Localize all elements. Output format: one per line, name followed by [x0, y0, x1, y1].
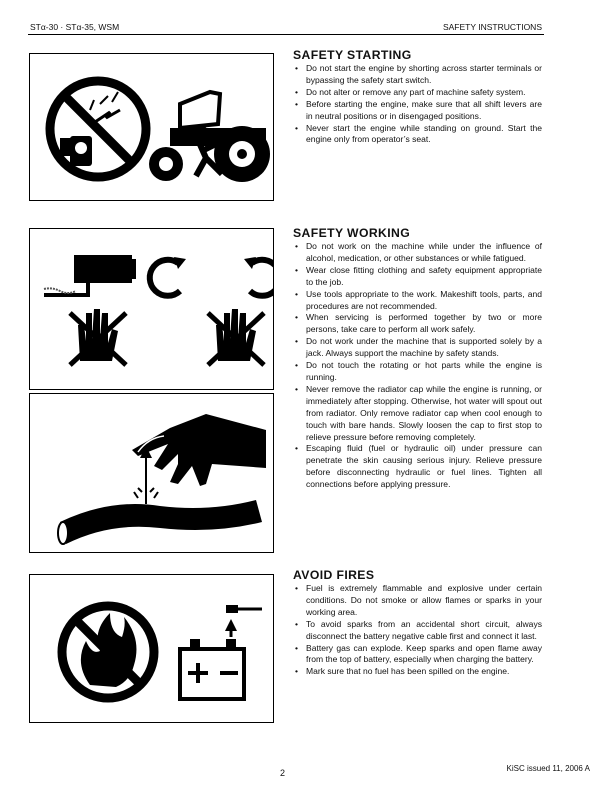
- list-item: • Never remove the radiator cap while the engine is running, or immediately after stopping. Otherwise, hot water will spout out from radiator. Only remove radiator cap when cool enough to touch with bare hands. Slowly loosen the cap to first stop to relieve pressure before removing completely.: [293, 384, 542, 444]
- list-item: • Use tools appropriate to the work. Makeshift tools, parts, and procedures are not recommended.: [293, 289, 542, 313]
- no-flame-icon: [62, 606, 154, 698]
- list-item: • Mark sure that no fuel has been spilled on the engine.: [293, 666, 542, 678]
- cable-disconnect-icon: [225, 605, 262, 637]
- section-safety-working: [293, 226, 542, 491]
- list-item: • Battery gas can explode. Keep sparks and open flame away from the top of battery, especially when charging the battery.: [293, 643, 542, 667]
- avoid-fires-illustration: [29, 574, 274, 723]
- tractor-icon: [149, 92, 270, 182]
- list-item: • When servicing is performed together by two or more persons, take care to perform all work safely.: [293, 312, 542, 336]
- bullet-list: [293, 241, 542, 491]
- list-item: • Fuel is extremely flammable and explosive under certain conditions. Do not smoke or allow flames or sparks in your working area.: [293, 583, 542, 619]
- list-item: • Do not work under the machine that is supported solely by a jack. Always support the machine by safety stands.: [293, 336, 542, 360]
- list-item: • Do not touch the rotating or hot parts while the engine is running.: [293, 360, 542, 384]
- section-title: SAFETY WORKING: [293, 226, 411, 240]
- header-section-title: SAFETY INSTRUCTIONS: [442, 22, 542, 32]
- hydraulic-hose-icon: [58, 500, 262, 544]
- safety-working-illustration-gloves: [29, 228, 274, 390]
- hot-exhaust-icon: [44, 255, 136, 295]
- header-model: STα-30 · STα-35, WSM: [30, 22, 120, 32]
- crossed-glove-icon-left: [70, 309, 126, 365]
- no-flame-battery-illustration: [30, 575, 273, 722]
- list-item: • To avoid sparks from an accidental short circuit, always disconnect the battery negative cable first and connect it last.: [293, 619, 542, 643]
- bullet-list: [293, 63, 542, 146]
- section-title: SAFETY STARTING: [293, 48, 412, 62]
- issue-label: KiSC issued 11, 2006 A: [506, 764, 590, 773]
- section-avoid-fires: [293, 568, 542, 678]
- header-rule: [28, 34, 544, 35]
- section-title: AVOID FIRES: [293, 568, 375, 582]
- hand-icon: [132, 414, 266, 486]
- section-safety-starting: [293, 48, 542, 146]
- escaping-fluid-illustration: [30, 394, 273, 552]
- page-number: 2: [280, 768, 286, 778]
- battery-icon: [180, 639, 244, 699]
- crossed-glove-icon-right: [208, 309, 264, 365]
- gloves-rotating-parts-illustration: [30, 229, 273, 389]
- list-item: • Escaping fluid (fuel or hydraulic oil) under pressure can penetrate the skin causing serious injury. Relieve pressure before disconnecting hydraulic or fuel lines. Tighten all connections before applying pressure.: [293, 443, 542, 491]
- list-item: • Do not start the engine by shorting across starter terminals or bypassing the safety start switch.: [293, 63, 542, 87]
- bullet-list: [293, 583, 542, 678]
- list-item: • Do not alter or remove any part of machine safety system.: [293, 87, 542, 99]
- safety-starting-illustration: [29, 53, 274, 201]
- safety-working-illustration-fluid: [29, 393, 274, 553]
- list-item: • Wear close fitting clothing and safety equipment appropriate to the job.: [293, 265, 542, 289]
- rotation-arrow-icon: [150, 257, 273, 296]
- prohibition-icon: [50, 81, 146, 177]
- list-item: • Before starting the engine, make sure that all shift levers are in neutral positions or in disengaged positions.: [293, 99, 542, 123]
- no-shorting-tractor-illustration: [30, 54, 273, 200]
- list-item: • Never start the engine while standing on ground. Start the engine only from operator’s seat.: [293, 123, 542, 147]
- list-item: • Do not work on the machine while under the influence of alcohol, medication, or other substances or while fatigued.: [293, 241, 542, 265]
